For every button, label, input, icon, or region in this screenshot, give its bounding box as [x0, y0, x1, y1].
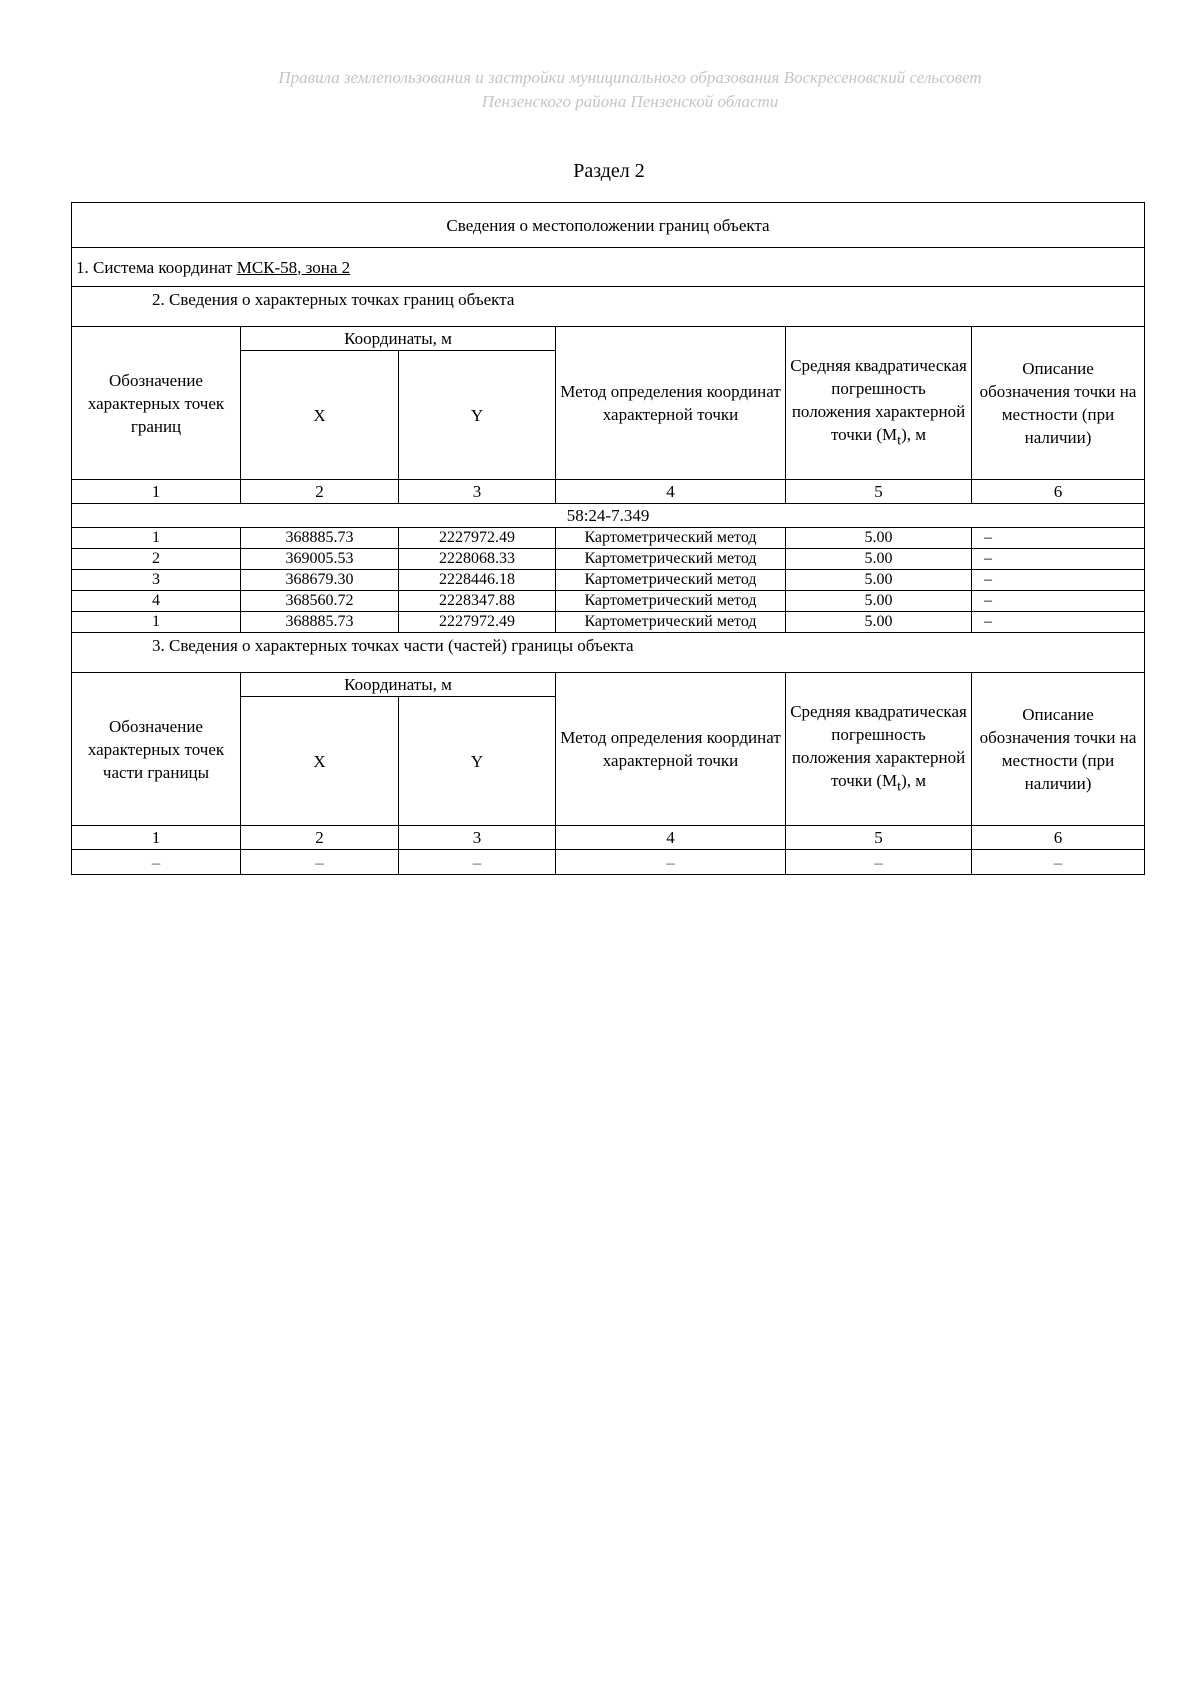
- cell-y: 2227972.49: [399, 612, 556, 633]
- header-point-label-part: Обозначение характерных точек части границы: [72, 673, 241, 826]
- cell-point: 1: [72, 612, 241, 633]
- table-row: [72, 549, 1145, 570]
- header-y-part: Y: [399, 697, 556, 826]
- object-id: 58:24-7.349: [72, 504, 1145, 528]
- column-number: 4: [556, 480, 786, 504]
- column-number: 5: [786, 826, 972, 850]
- cell-point: 4: [72, 591, 241, 612]
- part-3-title: 3. Сведения о характерных точках части (частей) границы объекта: [72, 633, 1145, 673]
- cell-error: 5.00: [786, 612, 972, 633]
- column-number: 3: [399, 826, 556, 850]
- header-error-subscript: t: [897, 778, 902, 795]
- cell-method: Картометрический метод: [556, 612, 786, 633]
- cell-x: –: [241, 850, 399, 875]
- cell-point: –: [72, 850, 241, 875]
- header-coordinates-part: Координаты, м: [241, 673, 556, 697]
- header-description: Описание обозначения точки на местности (при наличии): [972, 327, 1145, 480]
- column-number: 6: [972, 826, 1145, 850]
- cell-description: –: [972, 850, 1145, 875]
- cell-error: 5.00: [786, 591, 972, 612]
- cell-error: 5.00: [786, 528, 972, 549]
- cell-x: 368560.72: [241, 591, 399, 612]
- cell-x: 369005.53: [241, 549, 399, 570]
- cell-y: 2228068.33: [399, 549, 556, 570]
- column-number: 1: [72, 480, 241, 504]
- boundary-table: [71, 202, 1145, 875]
- table-row: [72, 612, 1145, 633]
- header-error-part: [786, 673, 972, 826]
- cell-x: 368679.30: [241, 570, 399, 591]
- cell-error: 5.00: [786, 570, 972, 591]
- header-x-part: X: [241, 697, 399, 826]
- cell-method: Картометрический метод: [556, 591, 786, 612]
- cell-y: 2228347.88: [399, 591, 556, 612]
- header-coordinates: Координаты, м: [241, 327, 556, 351]
- cell-description: –: [972, 528, 1145, 549]
- header-error-text: Средняя квадратическая погрешность положения характерной точки (M: [790, 355, 967, 444]
- cell-x: 368885.73: [241, 612, 399, 633]
- cell-method: Картометрический метод: [556, 570, 786, 591]
- cell-point: 3: [72, 570, 241, 591]
- table-row: [72, 591, 1145, 612]
- cell-error: –: [786, 850, 972, 875]
- part-2-title: 2. Сведения о характерных точках границ объекта: [72, 287, 1145, 327]
- header-error: [786, 327, 972, 480]
- header-error-subscript: t: [897, 432, 902, 449]
- header-error-tail: ), м: [901, 424, 927, 444]
- header-point-label: Обозначение характерных точек границ: [72, 327, 241, 480]
- coordinate-system-row: [72, 248, 1145, 287]
- table-title: Сведения о местоположении границ объекта: [72, 203, 1145, 248]
- cell-y: –: [399, 850, 556, 875]
- column-number: 2: [241, 480, 399, 504]
- header-error-text: Средняя квадратическая погрешность положения характерной точки (M: [790, 701, 967, 790]
- table-row: [72, 528, 1145, 549]
- table-row: [72, 570, 1145, 591]
- header-method: Метод определения координат характерной точки: [556, 327, 786, 480]
- cell-y: 2228446.18: [399, 570, 556, 591]
- cell-method: Картометрический метод: [556, 549, 786, 570]
- cell-y: 2227972.49: [399, 528, 556, 549]
- header-error-tail: ), м: [901, 770, 927, 790]
- running-header: [60, 66, 1200, 114]
- coordinate-system-value: МСК-58, зона 2: [236, 257, 351, 277]
- running-header-line-1: Правила землепользования и застройки муниципального образования Воскресеновский сельсовет: [278, 68, 982, 87]
- section-title: Раздел 2: [573, 160, 645, 182]
- column-number: 5: [786, 480, 972, 504]
- cell-description: –: [972, 549, 1145, 570]
- header-y: Y: [399, 351, 556, 480]
- table-row: [72, 850, 1145, 875]
- cell-description: –: [972, 570, 1145, 591]
- cell-point: 2: [72, 549, 241, 570]
- cell-point: 1: [72, 528, 241, 549]
- cell-method: Картометрический метод: [556, 528, 786, 549]
- header-description-part: Описание обозначения точки на местности (при наличии): [972, 673, 1145, 826]
- header-x: X: [241, 351, 399, 480]
- cell-description: –: [972, 612, 1145, 633]
- cell-x: 368885.73: [241, 528, 399, 549]
- header-method-part: Метод определения координат характерной точки: [556, 673, 786, 826]
- cell-error: 5.00: [786, 549, 972, 570]
- coordinate-system-label: 1. Система координат: [76, 257, 237, 277]
- running-header-line-2: Пензенского района Пензенской области: [481, 92, 779, 111]
- column-number: 6: [972, 480, 1145, 504]
- column-number: 2: [241, 826, 399, 850]
- column-number: 4: [556, 826, 786, 850]
- column-number: 1: [72, 826, 241, 850]
- cell-description: –: [972, 591, 1145, 612]
- column-number: 3: [399, 480, 556, 504]
- cell-method: –: [556, 850, 786, 875]
